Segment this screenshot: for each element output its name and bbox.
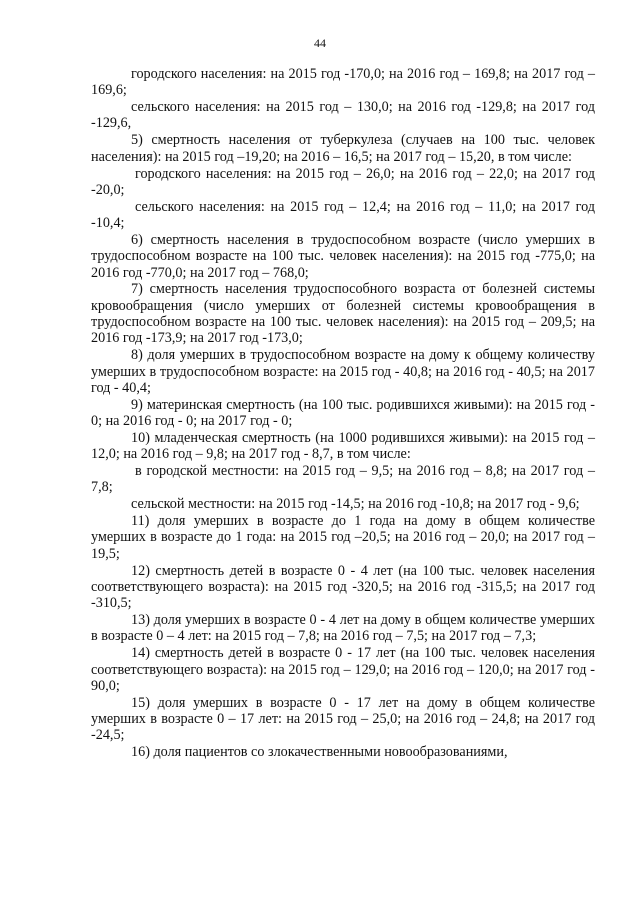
paragraph: 15) доля умерших в возрасте 0 - 17 лет на дому в общем количестве умерших в возрасте 0 – 17 лет: на 2015 год – 25,0; на 2016 год – 24,8; на 2017 год -24,5; <box>91 694 595 744</box>
paragraph: 16) доля пациентов со злокачественными новообразованиями, <box>131 744 508 761</box>
paragraph: 12) смертность детей в возрасте 0 - 4 лет (на 100 тыс. человек населения соответствующего возраста): на 2015 год -320,5; на 2016 год -315,5; на 2017 год -310,5; <box>91 562 595 612</box>
paragraph: в городской местности: на 2015 год – 9,5; на 2016 год – 8,8; на 2017 год – 7,8; <box>91 463 595 496</box>
paragraph: сельской местности: на 2015 год -14,5; на 2016 год -10,8; на 2017 год - 9,6; <box>131 496 580 513</box>
paragraph: 14) смертность детей в возрасте 0 - 17 лет (на 100 тыс. человек населения соответствующего возраста): на 2015 год – 129,0; на 2016 год – 120,0; на 2017 год - 90,0; <box>91 645 595 694</box>
paragraph: 8) доля умерших в трудоспособном возрасте на дому к общему количеству умерших в трудоспособном возрасте: на 2015 год - 40,8; на 2016 год - 40,5; на 2017 год - 40,4; <box>91 347 595 396</box>
paragraph: 10) младенческая смертность (на 1000 родившихся живыми): на 2015 год – 12,0; на 2016 год – 9,8; на 2017 год - 8,7, в том числе: <box>91 429 595 463</box>
paragraph: 6) смертность населения в трудоспособном возрасте (число умерших в трудоспособном возрасте на 100 тыс. человек населения): на 2015 год -775,0; на 2016 год -770,0; на 2017 год – 768,0; <box>91 231 595 281</box>
paragraph: 11) доля умерших в возрасте до 1 года на дому в общем количестве умерших в возрасте до 1 года: на 2015 год –20,5; на 2016 год – 20,0; на 2017 год – 19,5; <box>91 513 595 562</box>
paragraph: 7) смертность населения трудоспособного возраста от болезней системы кровообращения (число умерших от болезней системы кровообращения в трудоспособном возрасте на 100 тыс. человек населения): на 2015 год – 209,5; на 2016 год -173,9; на 2017 год -173,0; <box>91 281 595 347</box>
paragraph: 5) смертность населения от туберкулеза (случаев на 100 тыс. человек населения): на 2015 год –19,20; на 2016 – 16,5; на 2017 год – 15,20, в том числе: <box>91 132 595 165</box>
paragraph: 9) материнская смертность (на 100 тыс. родившихся живыми): на 2015 год - 0; на 2016 год - 0; на 2017 год - 0; <box>91 396 595 429</box>
paragraph: городского населения: на 2015 год – 26,0; на 2016 год – 22,0; на 2017 год -20,0; <box>91 165 595 198</box>
paragraph: городского населения: на 2015 год -170,0; на 2016 год – 169,8; на 2017 год – 169,6; <box>91 66 595 99</box>
paragraph: сельского населения: на 2015 год – 12,4; на 2016 год – 11,0; на 2017 год -10,4; <box>91 198 595 232</box>
paragraph: 13) доля умерших в возрасте 0 - 4 лет на дому в общем количестве умерших в возрасте 0 – 4 лет: на 2015 год – 7,8; на 2016 год – 7,5; на 2017 год – 7,3; <box>91 612 595 645</box>
page-number: 44 <box>314 36 326 50</box>
paragraph: сельского населения: на 2015 год – 130,0; на 2016 год -129,8; на 2017 год -129,6, <box>91 99 595 132</box>
document-body <box>91 66 595 761</box>
